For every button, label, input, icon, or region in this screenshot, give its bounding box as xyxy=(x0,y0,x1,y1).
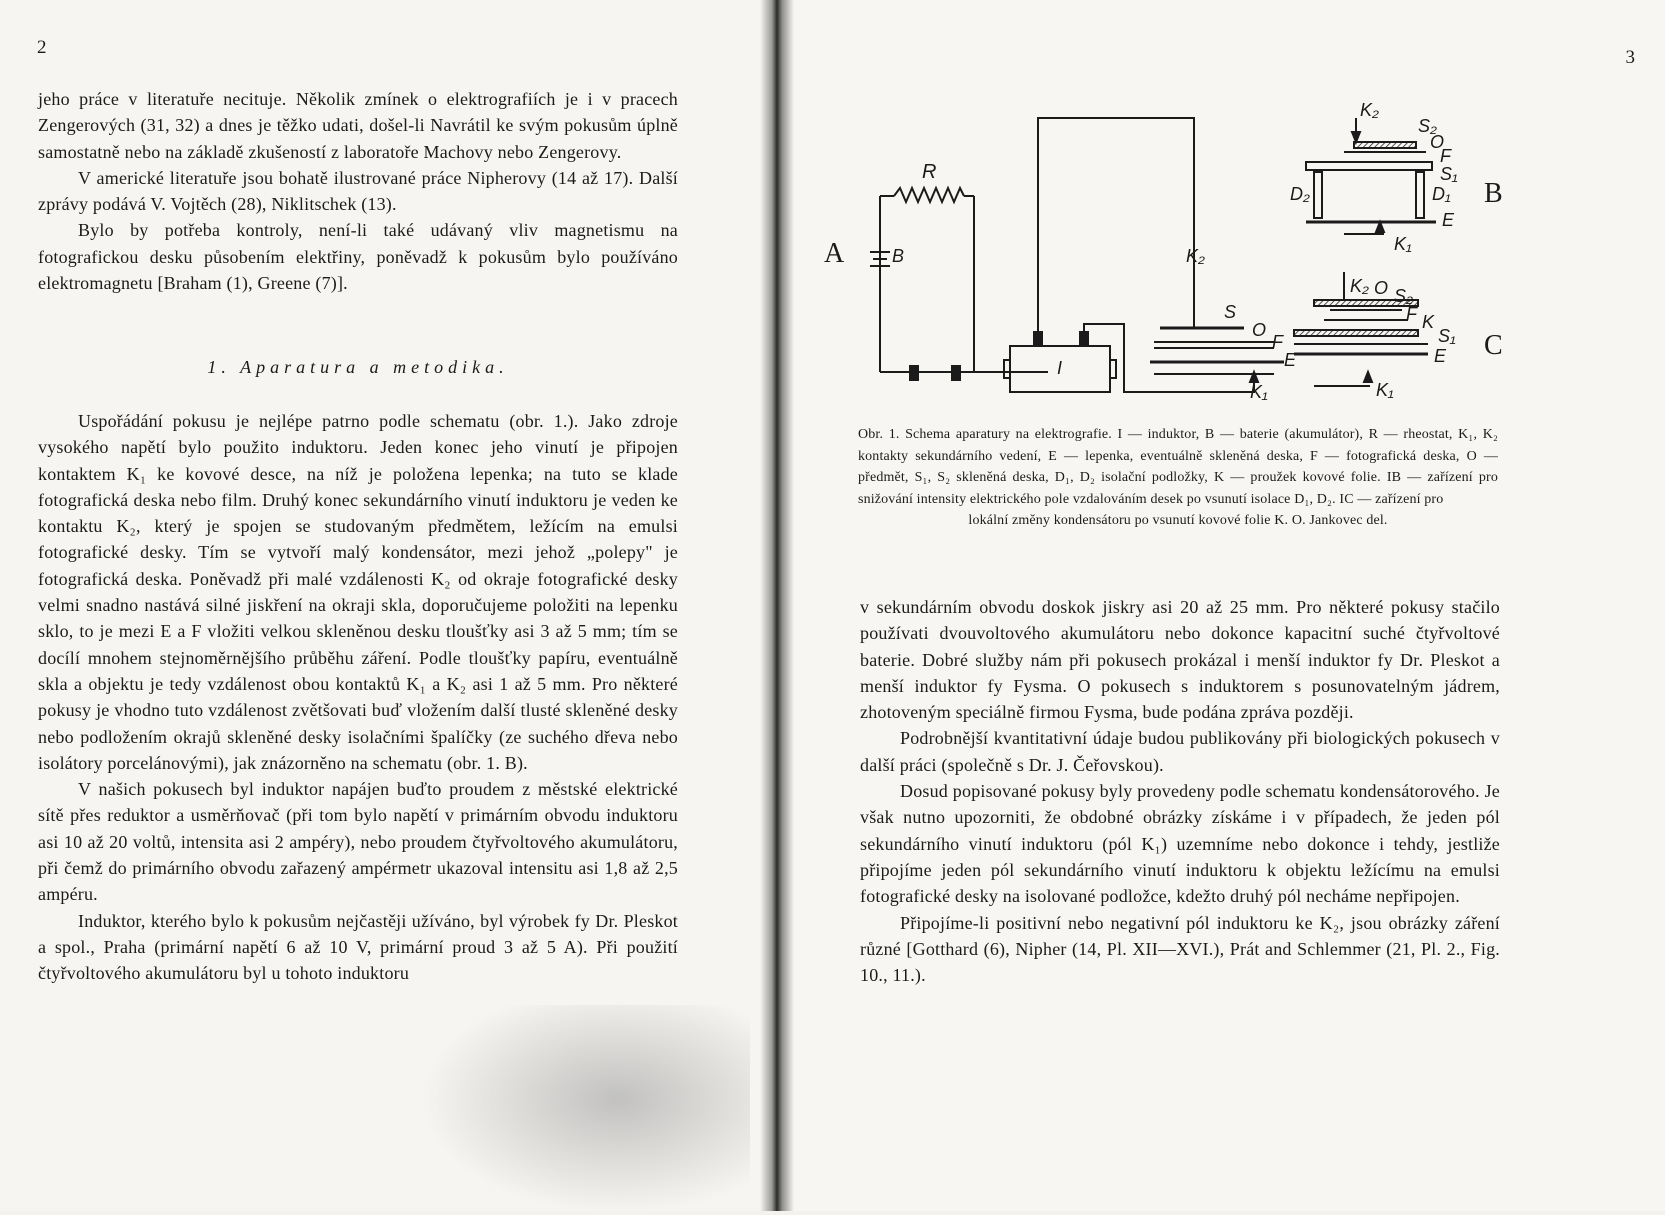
rheostat-symbol xyxy=(894,188,964,202)
glass-plate-s1 xyxy=(1306,162,1432,170)
label-e: E xyxy=(1284,350,1297,370)
insulator-d2 xyxy=(1314,172,1322,218)
paragraph: Připojíme-li positivní nebo negativní pól induktoru ke K₂, jsou obrázky záření různé [Gotthard (6), Nipher (14, Pl. XII—XVI.), Prát and Schlemmer (21, Pl. 2., Fig. 10., 11.). xyxy=(860,912,1500,986)
label-f: F xyxy=(1406,304,1417,324)
paragraph: Bylo by potřeba kontroly, není-li také udávaný vliv magnetismu na fotografickou desku působením elektřiny, poněvadž k pokusům bylo používáno elektromagnetu [Braham (1), Greene (7)]. xyxy=(38,220,678,294)
paragraph: Podrobnější kvantitativní údaje budou publikovány při biologických pokusech v další práci (společně s Dr. J. Čeřovskou). xyxy=(860,728,1500,775)
right-body-text xyxy=(860,594,1500,988)
label-e: E xyxy=(1442,210,1455,230)
methods-text xyxy=(38,408,678,987)
glass-plate xyxy=(1354,142,1416,148)
label-A: A xyxy=(824,238,845,269)
label-k2: K₂ xyxy=(1360,100,1379,120)
caption-text: Obr. 1. Schema aparatury na elektrografie. I — induktor, B — baterie (akumulátor), R — rheostat, K₁, K₂ kontakty sekundárního vedení, E — lepenka, eventuálně skleněná deska, F — fotografická deska, O — předmět, S₁, S₂ skleněná deska, D₁, D₂ isolační podložky, K — proužek kovové folie. IB — zařízení pro snižování intensity elektrického pole vzdalováním desek po vsunutí isolace D₁, D₂. IC — zařízení pro xyxy=(858,427,1498,507)
label-d1: D₁ xyxy=(1432,184,1451,204)
book-gutter xyxy=(760,0,794,1211)
apparatus-schema-figure xyxy=(824,92,1524,422)
paragraph: Induktor, kterého bylo k pokusům nejčastěji užíváno, byl výrobek fy Dr. Pleskot a spol., Praha (primární napětí 6 až 10 V, primární proud 3 až 5 A). Při použití čtyřvoltového akumulátoru byl u tohoto induktoru xyxy=(38,910,678,984)
k2-wire xyxy=(1038,118,1194,332)
section-heading: 1. Aparatura a metodika. xyxy=(207,357,509,377)
label-C: C xyxy=(1484,330,1503,361)
inductor-cap xyxy=(1110,360,1116,378)
label-s1: S₁ xyxy=(1438,326,1456,346)
label-battery: B xyxy=(892,246,905,266)
contact-arrow xyxy=(1352,132,1360,142)
label-rheostat: R xyxy=(922,161,937,183)
paragraph: Dosud popisované pokusy byly provedeny podle schematu kondensátorového. Je však nutno upozorniti, že obdobné obrázky získáme i v případech, že jeden pól sekundárního vinutí induktoru (pól K₁) uzemníme nebo dokonce i tehdy, jestliže připojíme jeden pól sekundárního vinutí induktoru k objektu ležícímu na emulsi fotografické desky na isolované podložce, kdežto druhý pól necháme nepřipojen. xyxy=(860,781,1500,907)
label-o: O xyxy=(1252,320,1267,340)
label-k2: K₂ xyxy=(1186,246,1205,266)
apparatus-diagram xyxy=(824,92,1524,422)
label-B: B xyxy=(1484,178,1503,209)
label-k: K xyxy=(1422,312,1435,332)
label-f: F xyxy=(1440,146,1451,166)
label-k2: K₂ xyxy=(1350,276,1369,296)
terminal xyxy=(910,366,918,380)
paragraph: V našich pokusech byl induktor napájen buďto proudem z městské elektrické sítě přes reduktor a usměrňovač (při tom bylo napětí v primárním obvodu induktoru asi 10 až 20 voltů, intensita asi 2 ampéry), nebo proudem čtyřvoltového akumulátoru, při čemž do primárního obvodu zařazený ampérmetr ukazoval intensitu asi 1,8 až 2,5 ampéru. xyxy=(38,779,678,905)
label-o: O xyxy=(1374,278,1389,298)
caption-last-line: lokální změny kondensátoru po vsunutí kovové folie K. O. Jankovec del. xyxy=(968,513,1388,528)
terminal xyxy=(1080,332,1088,346)
scan-smudge xyxy=(420,1005,750,1215)
glass-plate-s1 xyxy=(1294,330,1418,336)
intro-text xyxy=(38,86,678,296)
label-k1: K₁ xyxy=(1250,382,1268,402)
terminal xyxy=(1034,332,1042,346)
label-s2: S₂ xyxy=(1418,116,1437,136)
contact-arrow xyxy=(1364,372,1372,382)
label-inductor: I xyxy=(1057,358,1063,378)
inductor-cap xyxy=(1004,360,1010,378)
figure-caption xyxy=(858,424,1498,532)
label-f: F xyxy=(1272,332,1283,352)
terminal xyxy=(952,366,960,380)
label-o: O xyxy=(1430,132,1445,152)
label-s: S xyxy=(1224,302,1237,322)
paragraph: jeho práce v literatuře necituje. Několik zmínek o elektrografiích je i v pracech Zengerových (31, 32) a dnes je těžko udati, došel-li Navrátil ke svým pokusům úplně samostatně nebo na základě zkušeností z laboratoře Machovy nebo Zengerovy. xyxy=(38,89,678,162)
label-s1: S₁ xyxy=(1440,164,1458,184)
page-number: 3 xyxy=(1625,47,1635,68)
label-d2: D₂ xyxy=(1290,184,1310,204)
label-s2: S₂ xyxy=(1394,286,1413,306)
label-k1: K₁ xyxy=(1376,380,1394,400)
paragraph: v sekundárním obvodu doskok jiskry asi 20 až 25 mm. Pro některé pokusy stačilo používati dvouvoltového akumulátoru nebo dokonce kapacitní suché čtyřvoltové baterie. Dobré služby nám při pokusech prokázal i menší induktor fy Dr. Pleskot a menší induktor fy Fysma. O pokusech s induktorem s posunovatelným jádrem, zhotoveným speciálně firmou Fysma, bude podána zpráva později. xyxy=(860,597,1500,723)
paragraph: Uspořádání pokusu je nejlépe patrno podle schematu (obr. 1.). Jako zdroje vysokého napětí bylo použito induktoru. Jeden konec jeho vinutí je připojen kontaktem K₁ ke kovové desce, na níž je položena lepenka; na tuto se klade fotografická deska nebo film. Druhý konec sekundárního vinutí induktoru je veden ke kontaktu K₂, který je spojen se studovaným předmětem, ležícím na emulsi fotografické desky. Tím se vytvoří malý kondensátor, mezi jehož „polepy" je fotografická deska. Poněvadž při malé vzdálenosti K₂ od okraje fotografické desky velmi snadno nastává silné jiskření na okraji skla, doporučujeme položiti na lepenku sklo, to je mezi E a F vložiti velkou skleněnou desku tloušťky asi 3 až 5 mm; tím se docílí mnohem stejnoměrnějšího průběhu záření. Podle tloušťky papíru, eventuálně skla a objektu je tedy vzdálenost obou kontaktů K₁ a K₂ asi 1 až 5 mm. Pro některé pokusy je vhodno tuto vzdálenost zvětšovati buď vložením další tlusté skleněné desky nebo podložením okrajů skleněné desky isolačními špalíčky (ze suchého dřeva nebo isolátory porcelánovými), jak znázorněno na schematu (obr. 1. B). xyxy=(38,411,678,773)
page-number: 2 xyxy=(37,37,47,58)
label-k1: K₁ xyxy=(1394,234,1412,254)
label-e: E xyxy=(1434,346,1447,366)
insulator-d1 xyxy=(1416,172,1424,218)
paragraph: V americké literatuře jsou bohatě ilustrované práce Nipherovy (14 až 17). Další zprávy podává V. Vojtěch (28), Niklitschek (13). xyxy=(38,167,678,215)
